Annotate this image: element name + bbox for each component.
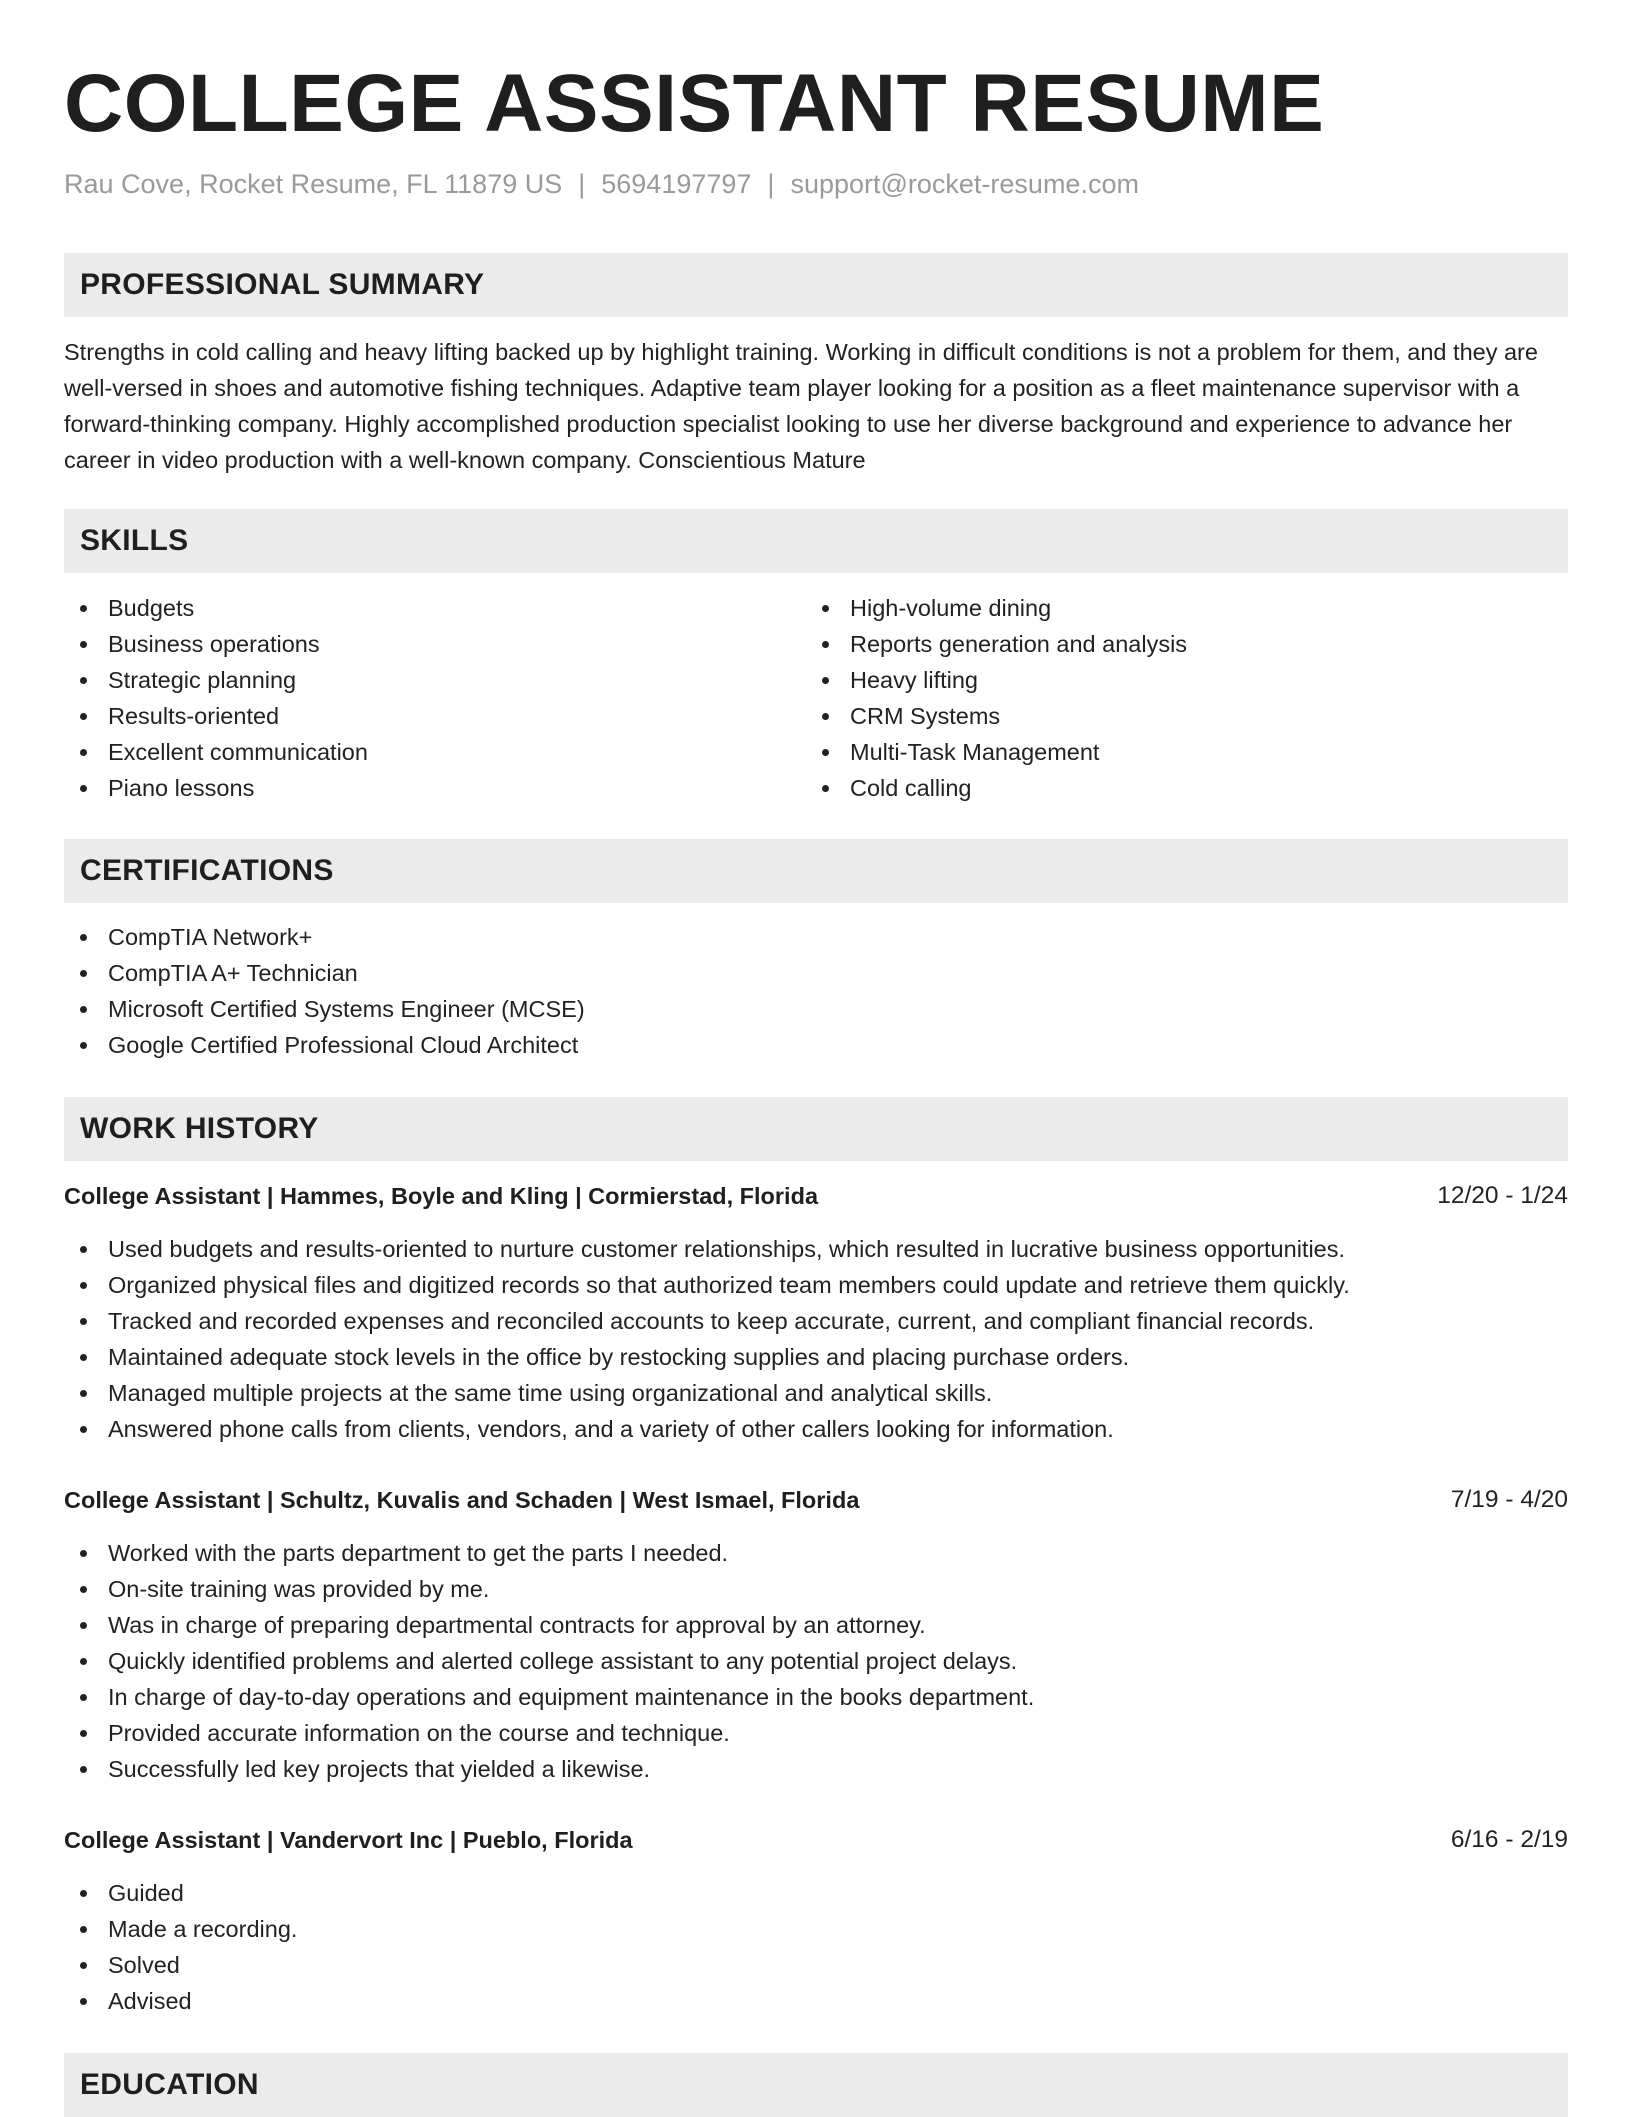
skill-item: Heavy lifting xyxy=(806,662,1506,698)
certification-item: Microsoft Certified Systems Engineer (MCSE) xyxy=(64,991,1568,1027)
skills-column-left xyxy=(64,590,764,806)
job-dates: 6/16 - 2/19 xyxy=(1450,1826,1568,1853)
contact-phone: 5694197797 xyxy=(601,169,752,199)
summary-text: Strengths in cold calling and heavy lifting backed up by highlight training. Working in difficult conditions is not a problem for them, and they are well-versed in shoes and automotive fishing techniques. Adaptive team player looking for a position as a fleet maintenance supervisor with a forward-thinking company. Highly accomplished production specialist looking to use her diverse background and experience to advance her career in video production with a well-known company. Conscientious Mature xyxy=(64,339,1538,473)
section-header-skills: SKILLS xyxy=(64,509,1568,573)
certifications-list xyxy=(64,919,1568,1063)
contact-separator: | xyxy=(578,169,586,199)
job-bullet: Organized physical files and digitized records so that authorized team members could update and retrieve them quickly. xyxy=(64,1267,1568,1303)
skills-column-right xyxy=(806,590,1506,806)
skill-item: Budgets xyxy=(64,590,764,626)
job-header xyxy=(64,1822,1568,1858)
resume-title: COLLEGE ASSISTANT RESUME xyxy=(64,58,1325,149)
job-bullet: Answered phone calls from clients, vendors, and a variety of other callers looking for information. xyxy=(64,1411,1568,1447)
job-header xyxy=(64,1482,1568,1518)
job-title: College Assistant | Hammes, Boyle and Kling | Cormierstad, Florida xyxy=(64,1183,819,1209)
job-bullet: Used budgets and results-oriented to nurture customer relationships, which resulted in lucrative business opportunities. xyxy=(64,1231,1568,1267)
job-bullet: Managed multiple projects at the same time using organizational and analytical skills. xyxy=(64,1375,1568,1411)
skill-item: Cold calling xyxy=(806,770,1506,806)
job-bullet: In charge of day-to-day operations and equipment maintenance in the books department. xyxy=(64,1679,1568,1715)
job-bullet: Made a recording. xyxy=(64,1911,1568,1947)
skill-item: CRM Systems xyxy=(806,698,1506,734)
job-bullet: Successfully led key projects that yielded a likewise. xyxy=(64,1751,1568,1787)
job-bullet: Guided xyxy=(64,1875,1568,1911)
certification-item: CompTIA A+ Technician xyxy=(64,955,1568,991)
section-header-work-history: WORK HISTORY xyxy=(64,1097,1568,1161)
job-bullet: Was in charge of preparing departmental contracts for approval by an attorney. xyxy=(64,1607,1568,1643)
certification-item: CompTIA Network+ xyxy=(64,919,1568,955)
job-title: College Assistant | Schultz, Kuvalis and Schaden | West Ismael, Florida xyxy=(64,1487,860,1513)
job-bullets xyxy=(64,1875,1568,2019)
skill-item: High-volume dining xyxy=(806,590,1506,626)
skill-item: Piano lessons xyxy=(64,770,764,806)
job-bullet: On-site training was provided by me. xyxy=(64,1571,1568,1607)
skill-item: Reports generation and analysis xyxy=(806,626,1506,662)
skill-item: Excellent communication xyxy=(64,734,764,770)
skill-item: Business operations xyxy=(64,626,764,662)
job-bullet: Provided accurate information on the course and technique. xyxy=(64,1715,1568,1751)
contact-email: support@rocket-resume.com xyxy=(790,169,1139,199)
job-header xyxy=(64,1178,1568,1214)
job-bullet: Maintained adequate stock levels in the office by restocking supplies and placing purchase orders. xyxy=(64,1339,1568,1375)
skill-item: Multi-Task Management xyxy=(806,734,1506,770)
job-bullets xyxy=(64,1535,1568,1787)
skill-item: Results-oriented xyxy=(64,698,764,734)
section-header-certifications: CERTIFICATIONS xyxy=(64,839,1568,903)
job-title: College Assistant | Vandervort Inc | Pueblo, Florida xyxy=(64,1827,633,1853)
job-bullet: Advised xyxy=(64,1983,1568,2019)
contact-address: Rau Cove, Rocket Resume, FL 11879 US xyxy=(64,169,563,199)
job-bullets xyxy=(64,1231,1568,1447)
contact-separator: | xyxy=(767,169,775,199)
job-dates: 7/19 - 4/20 xyxy=(1450,1486,1568,1513)
job-bullet: Worked with the parts department to get the parts I needed. xyxy=(64,1535,1568,1571)
job-bullet: Solved xyxy=(64,1947,1568,1983)
skill-item: Strategic planning xyxy=(64,662,764,698)
section-header-summary: PROFESSIONAL SUMMARY xyxy=(64,253,1568,317)
certification-item: Google Certified Professional Cloud Architect xyxy=(64,1027,1568,1063)
job-bullet: Tracked and recorded expenses and reconciled accounts to keep accurate, current, and compliant financial records. xyxy=(64,1303,1568,1339)
job-bullet: Quickly identified problems and alerted college assistant to any potential project delays. xyxy=(64,1643,1568,1679)
section-header-education: EDUCATION xyxy=(64,2053,1568,2117)
contact-line xyxy=(64,166,1139,202)
job-dates: 12/20 - 1/24 xyxy=(1437,1182,1568,1209)
